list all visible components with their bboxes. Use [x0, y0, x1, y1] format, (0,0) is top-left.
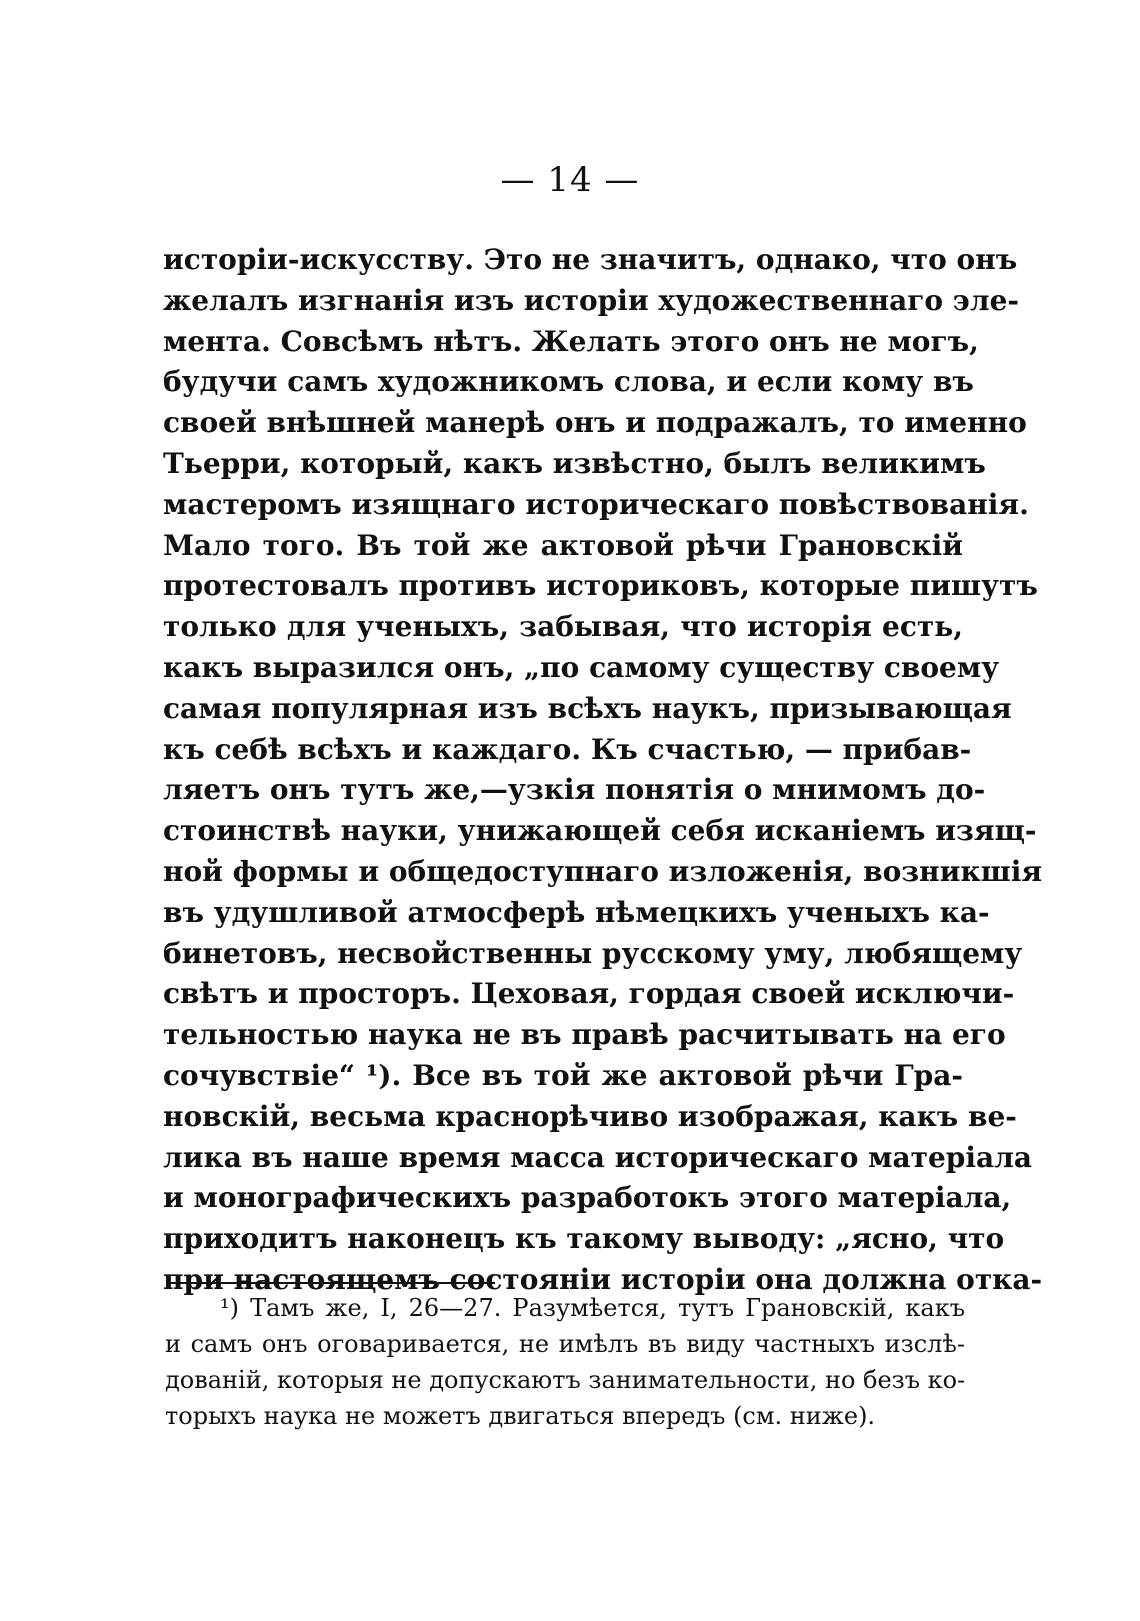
text-line: будучи самъ художникомъ слова, и если кому въ [163, 365, 974, 399]
footnote-line: торыхъ наука не можетъ двигаться впередъ (см. ниже). [165, 1402, 876, 1430]
text-line: сочувствіе“ ¹). Все въ той же актовой рѣчи Гра- [163, 1058, 963, 1092]
text-line: Тьерри, который, какъ извѣстно, былъ великимъ [163, 446, 986, 480]
text-line: своей внѣшней манерѣ онъ и подражалъ, то именно [163, 406, 1027, 440]
footnote-line: ¹) Тамъ же, I, 26—27. Разумѣется, тутъ Грановскій, какъ [220, 1294, 965, 1322]
text-line: приходитъ наконецъ къ такому выводу: „ясно, что [163, 1222, 1005, 1256]
text-line: лика въ наше время масса историческаго матеріала [163, 1140, 1033, 1174]
footnote-divider [170, 1282, 495, 1284]
text-line: самая популярная изъ всѣхъ наукъ, призывающая [163, 691, 1012, 725]
text-line: какъ выразился онъ, „по самому существу своему [163, 650, 1000, 684]
text-line: мастеромъ изящнаго историческаго повѣствованія. [163, 487, 1029, 521]
text-line: къ себѣ всѣхъ и каждаго. Къ счастью, — прибав- [163, 732, 972, 766]
text-line: исторіи-искусству. Это не значитъ, однако, что онъ [163, 243, 1018, 276]
text-line: мента. Совсѣмъ нѣтъ. Желать этого онъ не могъ, [163, 324, 979, 358]
text-line: стоинствѣ науки, унижающей себя исканіемъ изящ- [163, 814, 1037, 848]
text-line: свѣтъ и просторъ. Цеховая, гордая своей исключи- [163, 977, 1015, 1011]
text-line: при настоящемъ состояніи исторіи она должна отка- [163, 1262, 1043, 1296]
text-line: Мало того. Въ той же актовой рѣчи Грановскій [163, 528, 963, 562]
text-line: бинетовъ, несвойственны русскому уму, любящему [163, 936, 1023, 970]
text-line: желалъ изгнанія изъ исторіи художественнаго эле- [163, 283, 1020, 317]
text-line: и монографическихъ разработокъ этого матеріала, [163, 1181, 1012, 1215]
page-number: — 14 — [500, 160, 640, 200]
text-line: новскій, весьма краснорѣчиво изображая, какъ ве- [163, 1099, 1017, 1133]
text-line: тельностью наука не въ правѣ расчитывать на его [163, 1018, 1006, 1052]
text-line: ной формы и общедоступнаго изложенія, возникшія [163, 854, 1043, 888]
footnote [165, 1290, 965, 1434]
footnote-line: дованій, которыя не допускаютъ занимательности, но безъ ко- [165, 1366, 966, 1394]
body-text [163, 240, 1043, 1301]
text-line: ляетъ онъ тутъ же,—узкія понятія о мнимомъ до- [163, 773, 986, 807]
footnote-line: и самъ онъ оговаривается, не имѣлъ въ виду частныхъ изслѣ- [165, 1330, 965, 1358]
text-line: въ удушливой атмосферѣ нѣмецкихъ ученыхъ ка- [163, 895, 990, 929]
text-line: только для ученыхъ, забывая, что исторія есть, [163, 610, 963, 644]
text-line: протестовалъ противъ историковъ, которые пишутъ [163, 569, 1038, 603]
